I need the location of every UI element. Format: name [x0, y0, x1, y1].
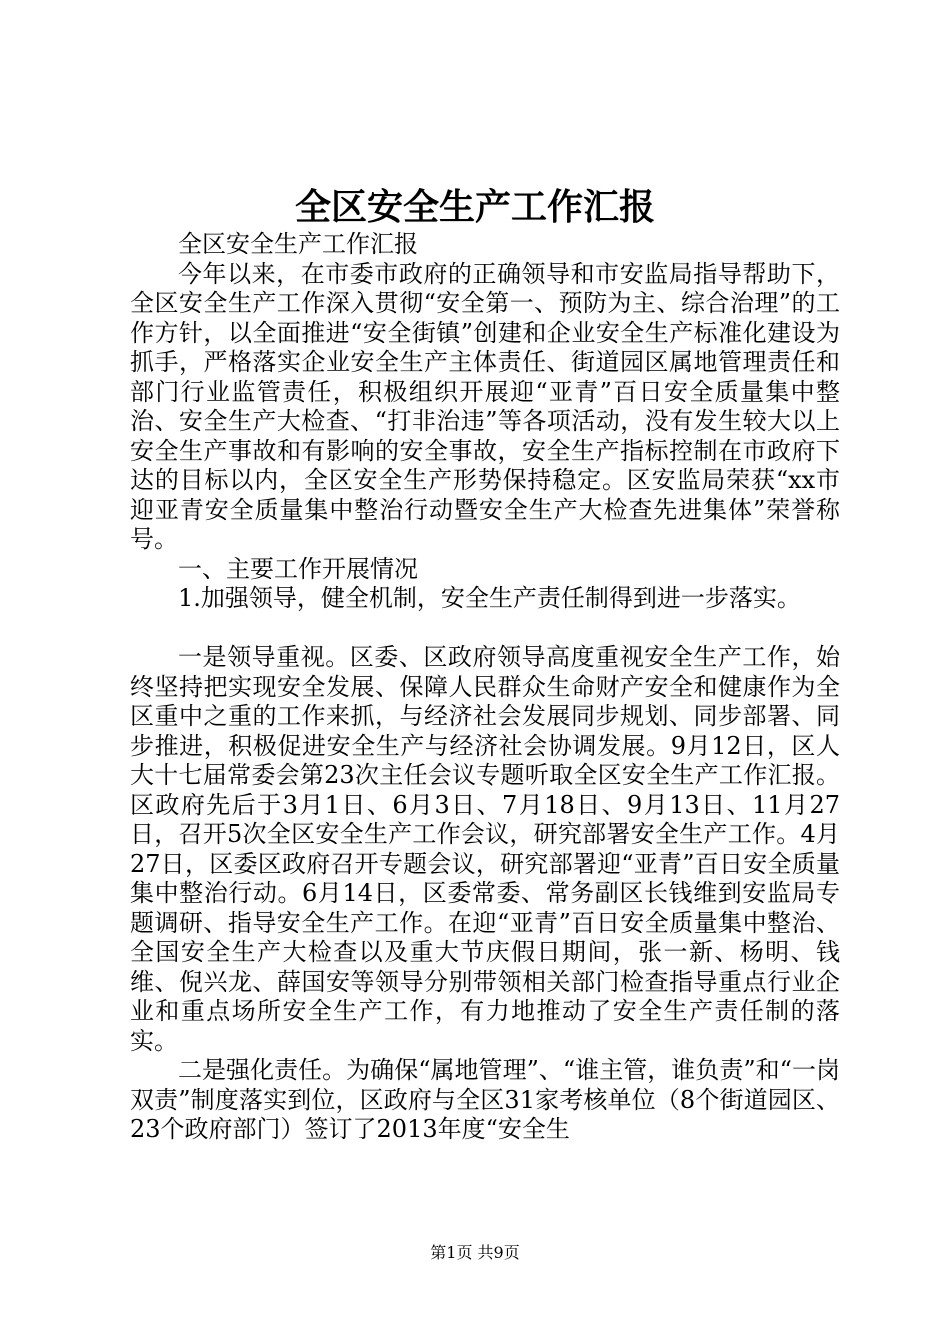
paragraph-leadership: 一是领导重视。区委、区政府领导高度重视安全生产工作，始终坚持把实现安全发展、保障人民群众生命财产安全和健康作为全区重中之重的工作来抓，与经济社会发展同步规划、同步部署、同步推进，积极促进安全生产与经济社会协调发展。9月12日，区人大十七届常委会第23次主任会议专题听取全区安全生产工作汇报。区政府先后于3月1日、6月3日、7月18日、9月13日、11月27日，召开5次全区安全生产工作会议，研究部署安全生产工作。4月27日，区委区政府召开专题会议，研究部署迎“亚青”百日安全质量集中整治行动。6月14日，区委常委、常务副区长钱维到安监局专题调研、指导安全生产工作。在迎“亚青”百日安全质量集中整治、全国安全生产大检查以及重大节庆假日期间，张一新、杨明、钱维、倪兴龙、薛国安等领导分别带领相关部门检查指导重点行业企业和重点场所安全生产工作，有力地推动了安全生产责任制的落实。 [130, 643, 840, 1055]
document-body [130, 230, 840, 1145]
paragraph-subtitle: 全区安全生产工作汇报 [178, 230, 418, 258]
section-heading: 一、主要工作开展情况 [178, 554, 418, 583]
subsection-heading: 1.加强领导，健全机制，安全生产责任制得到进一步落实。 [178, 584, 801, 612]
paragraph-responsibility: 二是强化责任。为确保“属地管理”、“谁主管，谁负责”和“一岗双责”制度落实到位，区政府与全区31家考核单位（8个街道园区、23个政府部门）签订了2013年度“安全生 [130, 1056, 840, 1143]
page-footer: 第1页 共9页 [430, 1243, 520, 1262]
paragraph-intro: 今年以来，在市委市政府的正确领导和市安监局指导帮助下，全区安全生产工作深入贯彻“安全第一、预防为主、综合治理”的工作方针，以全面推进“安全街镇”创建和企业安全生产标准化建设为抓手，严格落实企业安全生产主体责任、街道园区属地管理责任和部门行业监管责任，积极组织开展迎“亚青”百日安全质量集中整治、安全生产大检查、“打非治违”等各项活动，没有发生较大以上安全生产事故和有影响的安全事故，安全生产指标控制在市政府下达的目标以内，全区安全生产形势保持稳定。区安监局荣获“xx市迎亚青安全质量集中整治行动暨安全生产大检查先进集体”荣誉称号。 [130, 259, 840, 553]
document-title: 全区安全生产工作汇报 [294, 187, 655, 228]
